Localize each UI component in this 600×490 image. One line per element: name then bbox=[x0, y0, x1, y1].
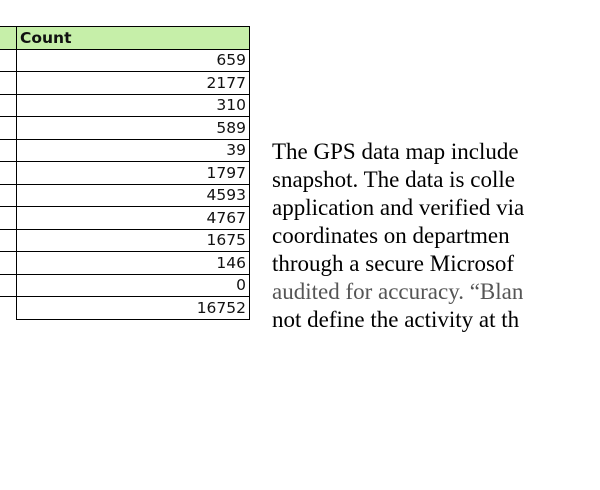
count-table bbox=[0, 26, 250, 320]
count-cell: 659 bbox=[17, 49, 250, 72]
paragraph-line: coordinates on departmen bbox=[272, 223, 510, 248]
total-cell: 16752 bbox=[17, 297, 250, 320]
table-row bbox=[0, 117, 250, 140]
count-cell: 1675 bbox=[17, 229, 250, 252]
table-header-row bbox=[0, 27, 250, 50]
table-row bbox=[0, 274, 250, 297]
table-row bbox=[0, 207, 250, 230]
count-cell: 2177 bbox=[17, 72, 250, 95]
paragraph-line: snapshot. The data is colle bbox=[272, 167, 515, 192]
total-row bbox=[0, 297, 250, 320]
header-cell-count: Count bbox=[17, 27, 250, 50]
body-paragraph bbox=[272, 138, 600, 334]
table-row bbox=[0, 72, 250, 95]
count-cell: 4767 bbox=[17, 207, 250, 230]
table-row bbox=[0, 94, 250, 117]
table-row bbox=[0, 184, 250, 207]
count-cell: 589 bbox=[17, 117, 250, 140]
count-cell: 39 bbox=[17, 139, 250, 162]
count-cell: 1797 bbox=[17, 162, 250, 185]
header-cell-left bbox=[0, 27, 17, 50]
table-row bbox=[0, 252, 250, 275]
table-row bbox=[0, 139, 250, 162]
count-cell: 0 bbox=[17, 274, 250, 297]
table-row bbox=[0, 49, 250, 72]
count-cell: 310 bbox=[17, 94, 250, 117]
table-row bbox=[0, 162, 250, 185]
paragraph-line: audited for accuracy. “Blan bbox=[272, 279, 524, 304]
paragraph-line: The GPS data map include bbox=[272, 139, 519, 164]
paragraph-line: not define the activity at th bbox=[272, 307, 520, 332]
count-cell: 4593 bbox=[17, 184, 250, 207]
paragraph-line: application and verified via bbox=[272, 195, 525, 220]
count-cell: 146 bbox=[17, 252, 250, 275]
table-row bbox=[0, 229, 250, 252]
paragraph-line: through a secure Microsof bbox=[272, 251, 515, 276]
